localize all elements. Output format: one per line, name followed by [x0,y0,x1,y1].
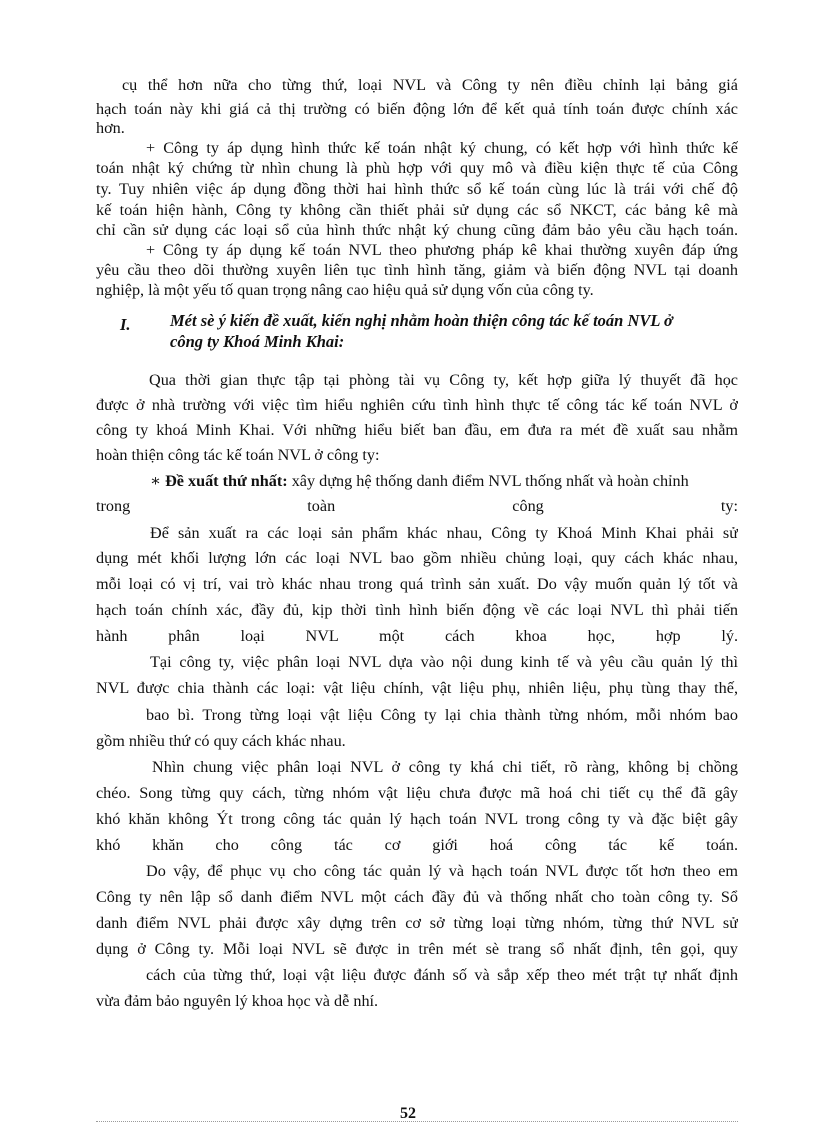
text-line: cách của từng thứ, loại vật liệu được đánh số và sắp xếp theo mét trật tự nhất định [146,966,738,984]
text-line: chỉ cần sử dụng các loại sổ của hình thức nhật ký chung cũng đảm bảo yêu cầu hạch toán. [96,221,738,239]
text-line: Tại công ty, việc phân loại NVL dựa vào nội dung kinh tế và yêu cầu quản lý thì [150,653,738,671]
proposal-line [150,469,738,493]
section-heading: Mét sè ý kiến đề xuất, kiến nghị nhằm hoàn thiện công tác kế toán NVL ở [170,311,673,330]
text-line: Do vậy, để phục vụ cho công tác quản lý và hạch toán NVL được tốt hơn theo em [146,862,738,880]
text-line: Công ty nên lập sổ danh điểm NVL một cách đầy đủ và thống nhất cho toàn công ty. Sổ [96,888,738,906]
text-line: công ty khoá Minh Khai. Với những hiểu biết ban đầu, em đưa ra mét đề xuất sau nhằm [96,421,738,439]
text-line: hơn. [96,119,125,137]
text-line: khó khăn không Ýt trong công tác quản lý hạch toán NVL trong công ty và đặc biệt gây [96,810,738,828]
page-number: 52 [400,1105,416,1122]
text-line: Nhìn chung việc phân loại NVL ở công ty khá chi tiết, rõ ràng, không bị chồng [152,758,738,776]
text-line: Để sản xuất ra các loại sản phẩm khác nhau, Công ty Khoá Minh Khai phải sử [150,524,738,542]
text-line: hoàn thiện công tác kế toán NVL ở công ty: [96,446,380,464]
text-line: chéo. Song từng quy cách, từng nhóm vật liệu chưa được mã hoá chi tiết cụ thể đã gây [96,784,738,802]
footer-divider [96,1121,738,1122]
text-line: hạch toán này khi giá cả thị trường có biến động lớn để kết quả tính toán được chính xác [96,100,738,118]
text-line: nghiệp, là một yếu tố quan trọng nâng cao hiệu quả sử dụng vốn của công ty. [96,281,594,299]
text-line: danh điểm NVL phải được xây dựng trên cơ sở từng loại từng nhóm, từng thứ NVL sử [96,914,738,932]
text-line: dụng ở Công ty. Mỗi loại NVL sẽ được in trên mét sè trang sổ nhất định, tên gọi, quy [96,940,738,958]
text-line: bao bì. Trong từng loại vật liệu Công ty lại chia thành từng nhóm, mỗi nhóm bao [146,706,738,724]
text-line: cụ thể hơn nữa cho từng thứ, loại NVL và Công ty nên điều chỉnh lại bảng giá [122,76,738,94]
bullet-icon: ∗ [150,472,162,490]
text-line: mỗi loại có vị trí, vai trò khác nhau trong quá trình sản xuất. Do vậy muốn quản lý tốt và [96,575,738,593]
text-line: + Công ty áp dụng hình thức kế toán nhật ký chung, có kết hợp với hình thức kế [146,139,738,157]
text-line: NVL được chia thành các loại: vật liệu chính, vật liệu phụ, nhiên liệu, phụ tùng thay thế, [96,679,738,697]
text-line: kế toán hiện hành, Công ty không cần thiết phải sử dụng các sổ NKCT, các bảng kê mà [96,201,738,219]
text-line: toán nhật ký chứng từ nhìn chung là phù hợp với quy mô và điều kiện thực tế của Công [96,159,738,177]
text-line: dụng mét khối lượng lớn các loại NVL bao gồm nhiều chủng loại, quy cách khác nhau, [96,549,738,567]
text-line: yêu cầu theo dõi thường xuyên liên tục tình hình tăng, giảm và biến động NVL tại doanh [96,261,738,279]
proposal-text: xây dựng hệ thống danh điểm NVL thống nhất và hoàn chỉnh [291,472,689,490]
proposal-label: Đề xuất thứ nhất: [165,472,288,490]
text-line: + Công ty áp dụng kế toán NVL theo phương pháp kê khai thường xuyên đáp ứng [146,241,738,259]
text-line: hạch toán chính xác, đầy đủ, kịp thời tình hình biến động về các loại NVL thì phải tiến [96,601,738,619]
text-line: ty. Tuy nhiên việc áp dụng đồng thời hai hình thức sổ kế toán cùng lúc là trái với chế độ [96,180,738,198]
text-line: khó khăn cho công tác cơ giới hoá công tác kế toán. [96,836,738,854]
section-heading: công ty Khoá Minh Khai: [170,332,345,351]
text-line: hành phân loại NVL một cách khoa học, hợp lý. [96,627,738,645]
text-line: Qua thời gian thực tập tại phòng tài vụ Công ty, kết hợp giữa lý thuyết đã học [149,371,738,389]
text-line: trong toàn công ty: [96,497,738,515]
text-line: vừa đảm bảo nguyên lý khoa học và dễ nhí. [96,992,379,1010]
section-number: I. [120,315,131,334]
text-line: gồm nhiều thứ có quy cách khác nhau. [96,732,346,750]
text-line: được ở nhà trường với việc tìm hiểu nghiên cứu tình hình thực tế công tác kế toán NVL ở [96,396,738,414]
